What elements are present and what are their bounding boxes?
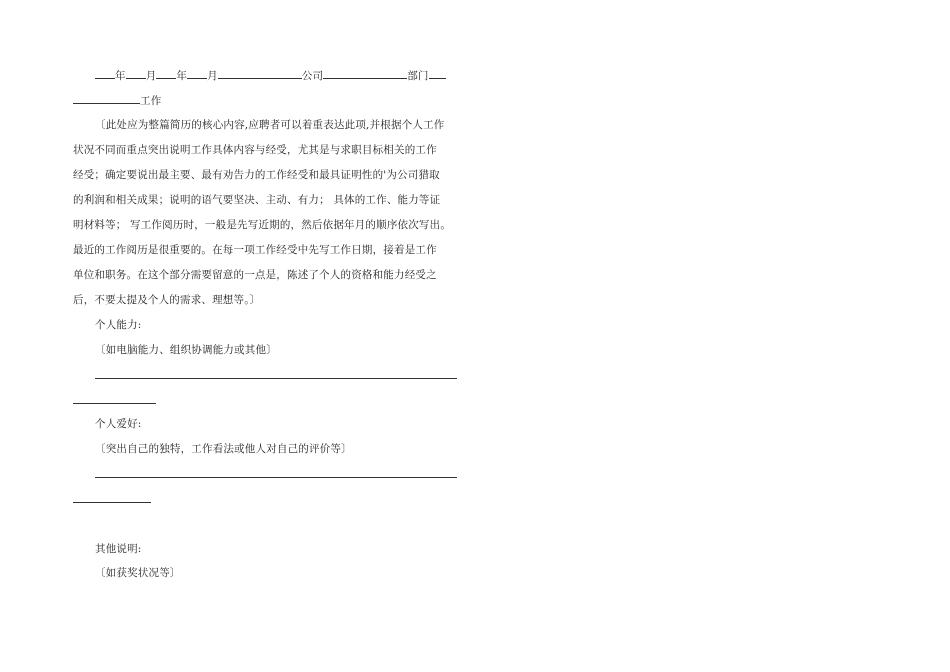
description-line: 最近的工作阅历是很重要的。在每一项工作经受中先写工作日期，接着是工作 [73,244,437,256]
work-period-line [95,68,446,83]
description-line: 状况不同而重点突出说明工作具体内容与经受，尤其是与求职目标相关的工作 [73,144,437,156]
description-line: 〔此处应为整篇简历的核心内容,应聘者可以着重表达此项,并根据个人工作 [95,119,445,131]
description-line: 单位和职务。在这个部分需要留意的一点是，陈述了个人的资格和能力经受之 [73,269,437,281]
blank-month-start[interactable] [126,68,146,79]
ability-heading: 个人能力: [95,319,142,331]
blank-year-start[interactable] [95,68,115,79]
description-line: 后，不要太提及个人的需求、理想等。〕 [73,294,261,306]
blank-job-title[interactable] [73,93,140,104]
hobby-fill-line[interactable] [73,502,151,503]
month-label: 月 [207,70,218,82]
hobby-heading: 个人爱好: [95,418,142,430]
other-hint: 〔如获奖状况等〕 [95,567,181,579]
description-line: 的利润和相关成果；说明的语气要坚决、主动、有力； 具体的工作、能力等证 [73,194,441,206]
hobby-fill-line[interactable] [95,477,457,478]
work-title-line [73,93,161,108]
other-heading: 其他说明: [95,543,142,555]
ability-hint: 〔如电脑能力、组织协调能力或其他〕 [95,344,277,356]
blank-month-end[interactable] [187,68,207,79]
blank-year-end[interactable] [156,68,176,79]
department-label: 部门 [407,70,429,82]
ability-fill-line[interactable] [95,378,457,379]
year-label: 年 [176,70,188,82]
company-label: 公司 [301,70,324,82]
blank-company[interactable] [218,68,302,79]
month-label: 月 [145,70,157,82]
blank-department-tail[interactable] [429,68,446,79]
description-line: 经受；确定要说出最主要、最有劝告力的工作经受和最具证明性的'为公司猎取 [73,169,440,181]
blank-department[interactable] [323,68,407,79]
hobby-hint: 〔突出自己的独特，工作看法或他人对自己的评价等〕 [95,443,352,455]
work-label: 工作 [140,95,162,107]
year-label: 年 [115,70,126,82]
description-line: 明材料等； 写工作阅历时，一般是先写近期的，然后依据年月的顺序依次写出。 [73,219,452,231]
ability-fill-line[interactable] [73,403,156,404]
